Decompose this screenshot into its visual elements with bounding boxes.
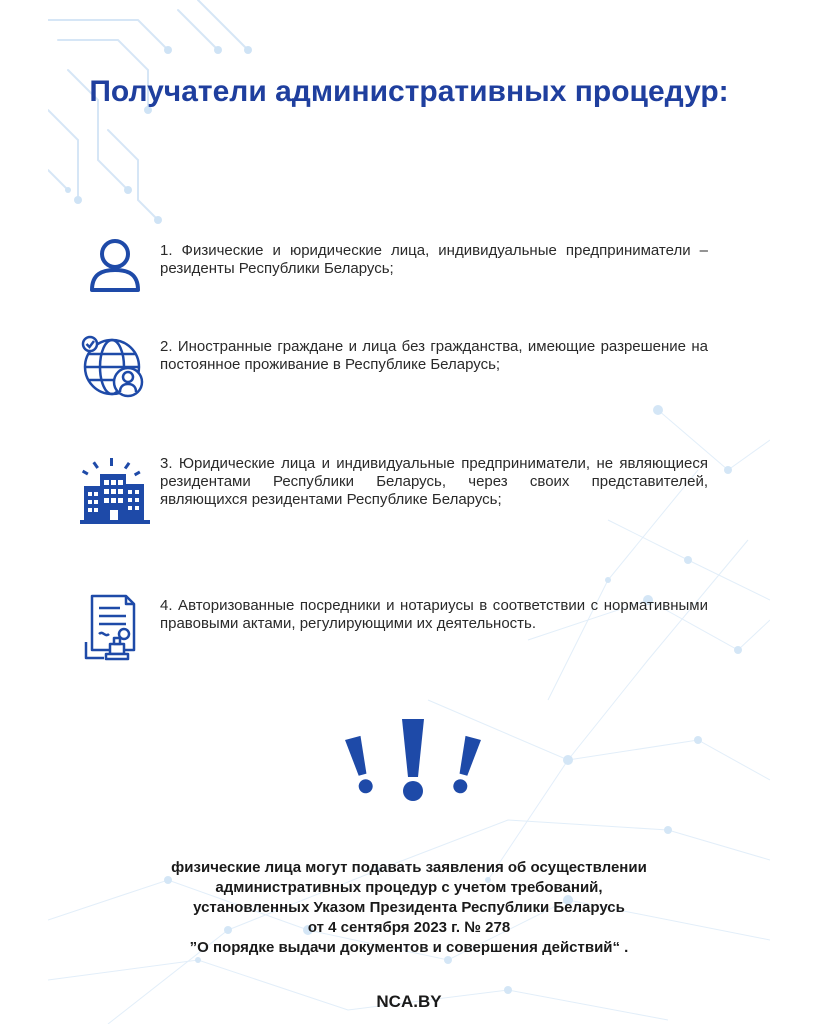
office-building-icon xyxy=(80,456,150,526)
recipient-item-3: 3. Юридические лица и индивидуальные предприниматели, не являющиеся резидентами Республики Беларусь, через своих представителей, являющихся резидентами Республике Беларусь; xyxy=(160,455,708,508)
exclamation-marks-icon xyxy=(338,715,488,815)
recipient-item-2: 2. Иностранные граждане и лица без гражданства, имеющие разрешение на постоянное проживание в Республике Беларусь; xyxy=(160,338,708,373)
recipient-item-1: 1. Физические и юридические лица, индивидуальные предприниматели – резиденты Республики Беларусь; xyxy=(160,242,708,277)
notice-line-5: ”О порядке выдачи документов и совершения действий“ . xyxy=(189,939,629,956)
notary-document-stamp-icon xyxy=(80,592,150,662)
document-page xyxy=(48,0,770,1024)
recipient-item-4: 4. Авторизованные посредники и нотариусы в соответствии с нормативными правовыми актами, регулирующими их деятельность. xyxy=(160,597,708,632)
footer-site-name: NCA.BY xyxy=(376,992,442,1011)
page-title: Получатели административных процедур: xyxy=(89,75,729,108)
user-icon xyxy=(80,232,150,302)
notice-text xyxy=(88,858,730,958)
globe-person-icon xyxy=(80,332,150,402)
notice-line-4: от 4 сентября 2023 г. № 278 xyxy=(307,919,511,936)
notice-line-3: установленных Указом Президента Республики Беларусь xyxy=(193,899,625,916)
notice-line-1: физические лица могут подавать заявления об осуществлении xyxy=(171,859,647,876)
notice-line-2: административных процедур с учетом требований, xyxy=(215,879,603,896)
